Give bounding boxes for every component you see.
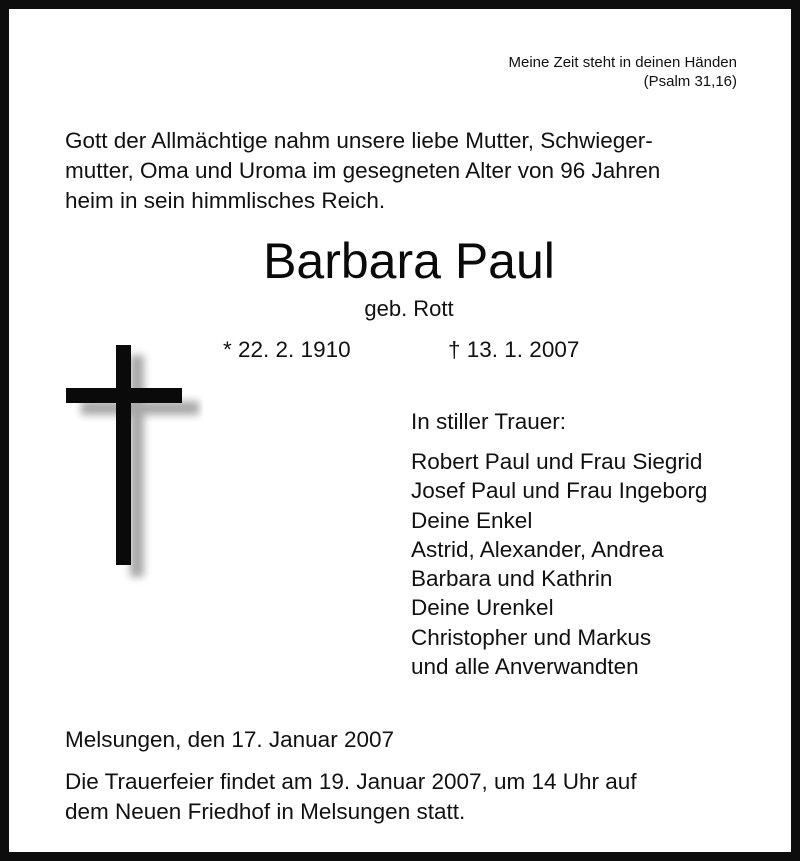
maiden-name: geb. Rott [364,296,454,321]
motto-source: (Psalm 31,16) [643,73,737,90]
list-item: und alle Anverwandten [411,654,639,680]
funeral-line: dem Neuen Friedhof in Melsungen statt. [65,799,466,824]
intro-text [65,126,660,216]
list-item: Barbara und Kathrin [411,566,613,592]
bible-motto [509,53,737,91]
deceased-name: Barbara Paul [263,233,555,289]
funeral-notice [65,767,637,827]
list-item: Astrid, Alexander, Andrea [411,536,664,562]
cross-shape [66,345,182,565]
list-item: Deine Enkel [411,507,533,533]
intro-line: mutter, Oma und Uroma im gesegneten Alter von 96 Jahren [65,158,661,183]
list-item: Josef Paul und Frau Ingeborg [411,478,708,504]
list-item: Robert Paul und Frau Siegrid [411,449,703,474]
latin-cross-icon [61,341,203,585]
intro-line: heim in sein himmlisches Reich. [65,188,386,213]
list-item: Christopher und Markus [411,624,652,650]
mourners-heading: In stiller Trauer: [411,409,567,434]
mourners-list [411,447,707,681]
intro-line: Gott der Allmächtige nahm unsere liebe Mutter, Schwieger- [65,128,653,153]
death-date: † 13. 1. 2007 [448,337,580,362]
motto-quote: Meine Zeit steht in deinen Händen [508,54,737,71]
list-item: Deine Urenkel [411,595,554,621]
funeral-line: Die Trauerfeier findet am 19. Januar 2007, um 14 Uhr auf [65,769,637,794]
place-and-date: Melsungen, den 17. Januar 2007 [65,727,394,752]
birth-date: * 22. 2. 1910 [223,337,351,362]
